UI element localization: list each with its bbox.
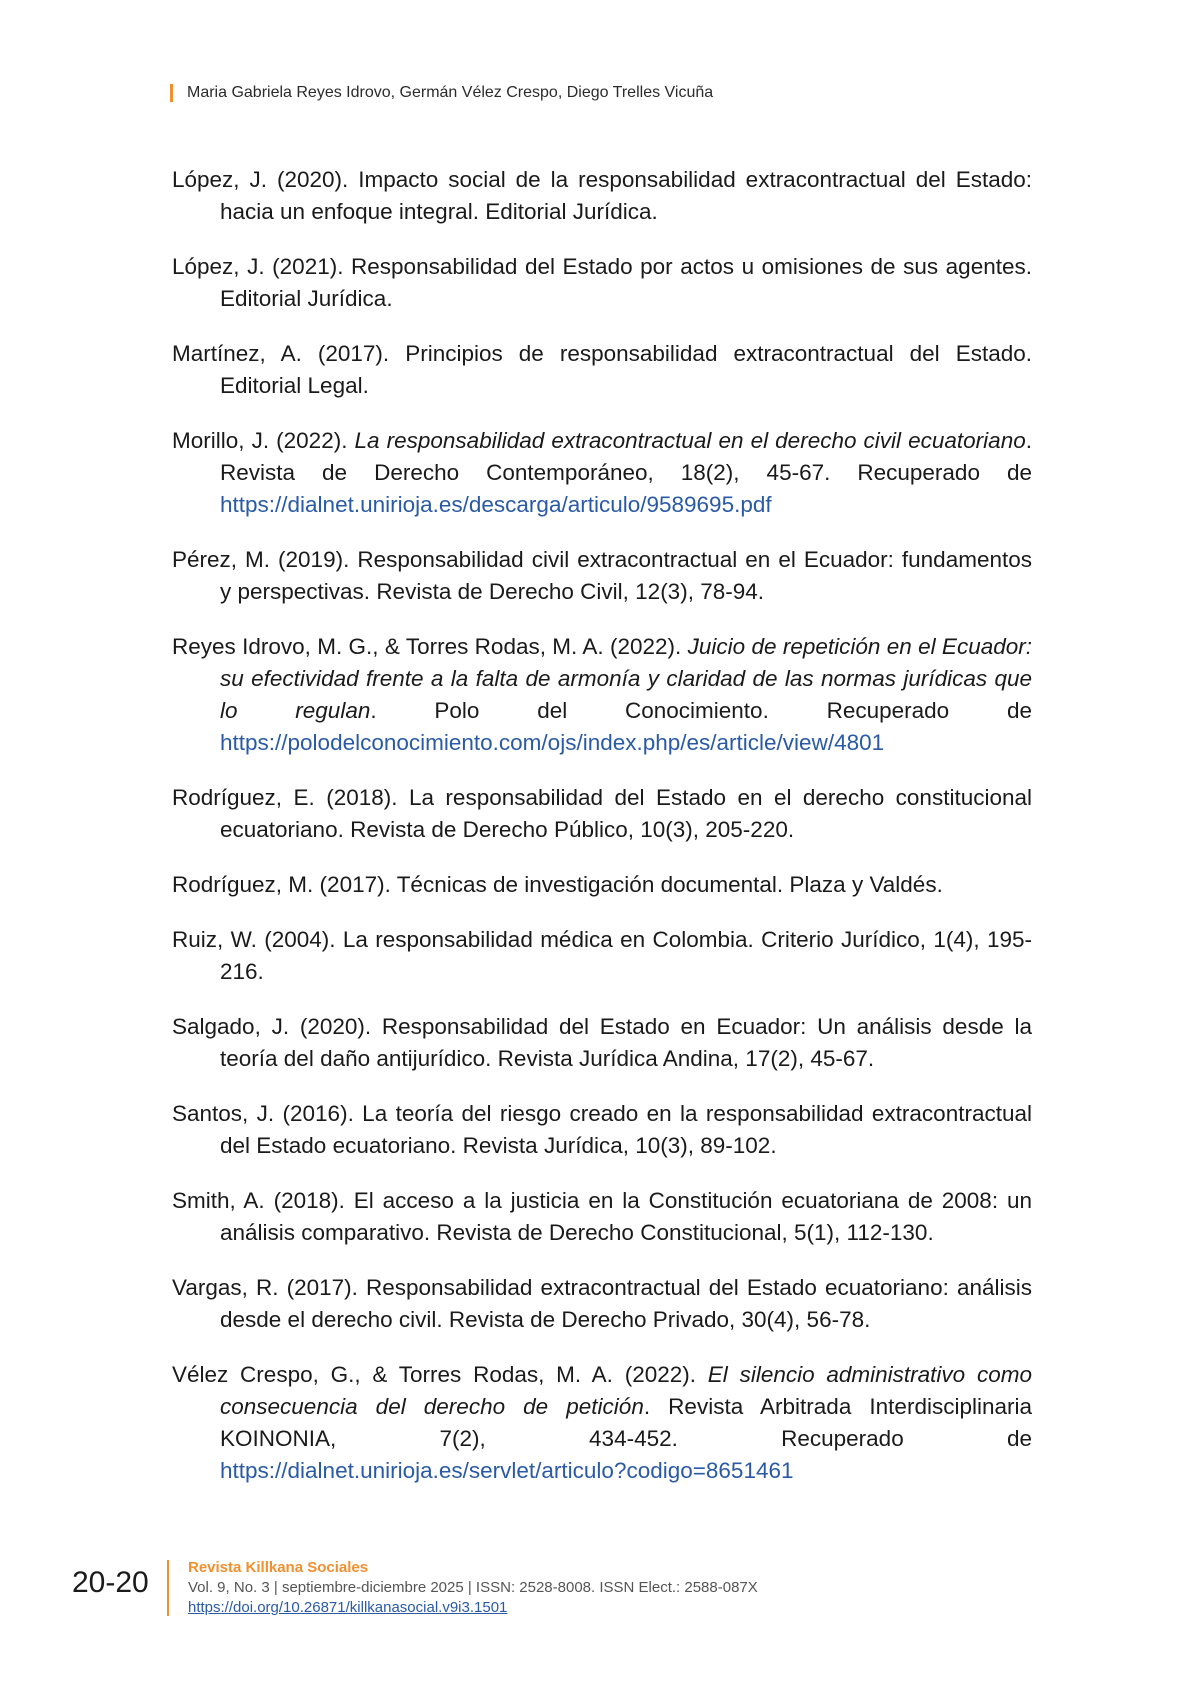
- header-authors: Maria Gabriela Reyes Idrovo, Germán Vélez Crespo, Diego Trelles Vicuña: [187, 84, 714, 101]
- reference-item: López, J. (2020). Impacto social de la responsabilidad extracontractual del Estado: hacia un enfoque integral. Editorial Jurídica.: [172, 167, 1032, 224]
- reference-item: Morillo, J. (2022). La responsabilidad extracontractual en el derecho civil ecuatoriano. Revista de Derecho Contemporáneo, 18(2), 45-67. Recuperado de https://dialnet.unirioja.es/descarga/articulo/9589695.pdf: [172, 428, 1032, 517]
- journal-meta: Vol. 9, No. 3 | septiembre-diciembre 2025 | ISSN: 2528-8008. ISSN Elect.: 2588-087X: [188, 1579, 758, 1596]
- reference-item: Ruiz, W. (2004). La responsabilidad médica en Colombia. Criterio Jurídico, 1(4), 195-216.: [172, 927, 1032, 984]
- reference-item: Santos, J. (2016). La teoría del riesgo creado en la responsabilidad extracontractual del Estado ecuatoriano. Revista Jurídica, 10(3), 89-102.: [172, 1101, 1032, 1158]
- reference-item: López, J. (2021). Responsabilidad del Estado por actos u omisiones de sus agentes. Editorial Jurídica.: [172, 254, 1032, 311]
- reference-list: [172, 164, 1032, 1510]
- page-footer: [0, 1558, 1191, 1628]
- reference-item: Vélez Crespo, G., & Torres Rodas, M. A. (2022). El silencio administrativo como consecuencia del derecho de petición. Revista Arbitrada Interdisciplinaria KOINONIA, 7(2), 434-452. Recuperado de https://dialnet.unirioja.es/servlet/articulo?codigo=8651461: [172, 1362, 1032, 1483]
- reference-item: Rodríguez, M. (2017). Técnicas de investigación documental. Plaza y Valdés.: [172, 872, 943, 897]
- reference-link[interactable]: https://dialnet.unirioja.es/descarga/articulo/9589695.pdf: [220, 492, 772, 517]
- reference-item: Reyes Idrovo, M. G., & Torres Rodas, M. A. (2022). Juicio de repetición en el Ecuador: su efectividad frente a la falta de armonía y claridad de las normas jurídicas que lo regulan. Polo del Conocimiento. Recuperado de https://polodelconocimiento.com/ojs/index.php/es/article/view/4801: [172, 634, 1032, 755]
- page-number: 20-20: [72, 1566, 149, 1599]
- reference-link[interactable]: https://dialnet.unirioja.es/servlet/articulo?codigo=8651461: [220, 1458, 794, 1483]
- footer-info: [188, 1558, 758, 1618]
- reference-link[interactable]: https://polodelconocimiento.com/ojs/index.php/es/article/view/4801: [220, 730, 885, 755]
- running-header: [170, 84, 713, 102]
- header-accent-bar: [170, 84, 173, 102]
- reference-item: Pérez, M. (2019). Responsabilidad civil extracontractual en el Ecuador: fundamentos y perspectivas. Revista de Derecho Civil, 12(3), 78-94.: [172, 547, 1032, 604]
- reference-item: Salgado, J. (2020). Responsabilidad del Estado en Ecuador: Un análisis desde la teoría del daño antijurídico. Revista Jurídica Andina, 17(2), 45-67.: [172, 1014, 1032, 1071]
- reference-item: Vargas, R. (2017). Responsabilidad extracontractual del Estado ecuatoriano: análisis desde el derecho civil. Revista de Derecho Privado, 30(4), 56-78.: [172, 1275, 1032, 1332]
- doi-link[interactable]: https://doi.org/10.26871/killkanasocial.v9i3.1501: [188, 1599, 508, 1616]
- reference-item: Smith, A. (2018). El acceso a la justicia en la Constitución ecuatoriana de 2008: un análisis comparativo. Revista de Derecho Constitucional, 5(1), 112-130.: [172, 1188, 1032, 1245]
- journal-name: Revista Killkana Sociales: [188, 1559, 369, 1576]
- reference-item: Martínez, A. (2017). Principios de responsabilidad extracontractual del Estado. Editorial Legal.: [172, 341, 1032, 398]
- reference-item: Rodríguez, E. (2018). La responsabilidad del Estado en el derecho constitucional ecuatoriano. Revista de Derecho Público, 10(3), 205-220.: [172, 785, 1032, 842]
- footer-divider: [167, 1560, 169, 1616]
